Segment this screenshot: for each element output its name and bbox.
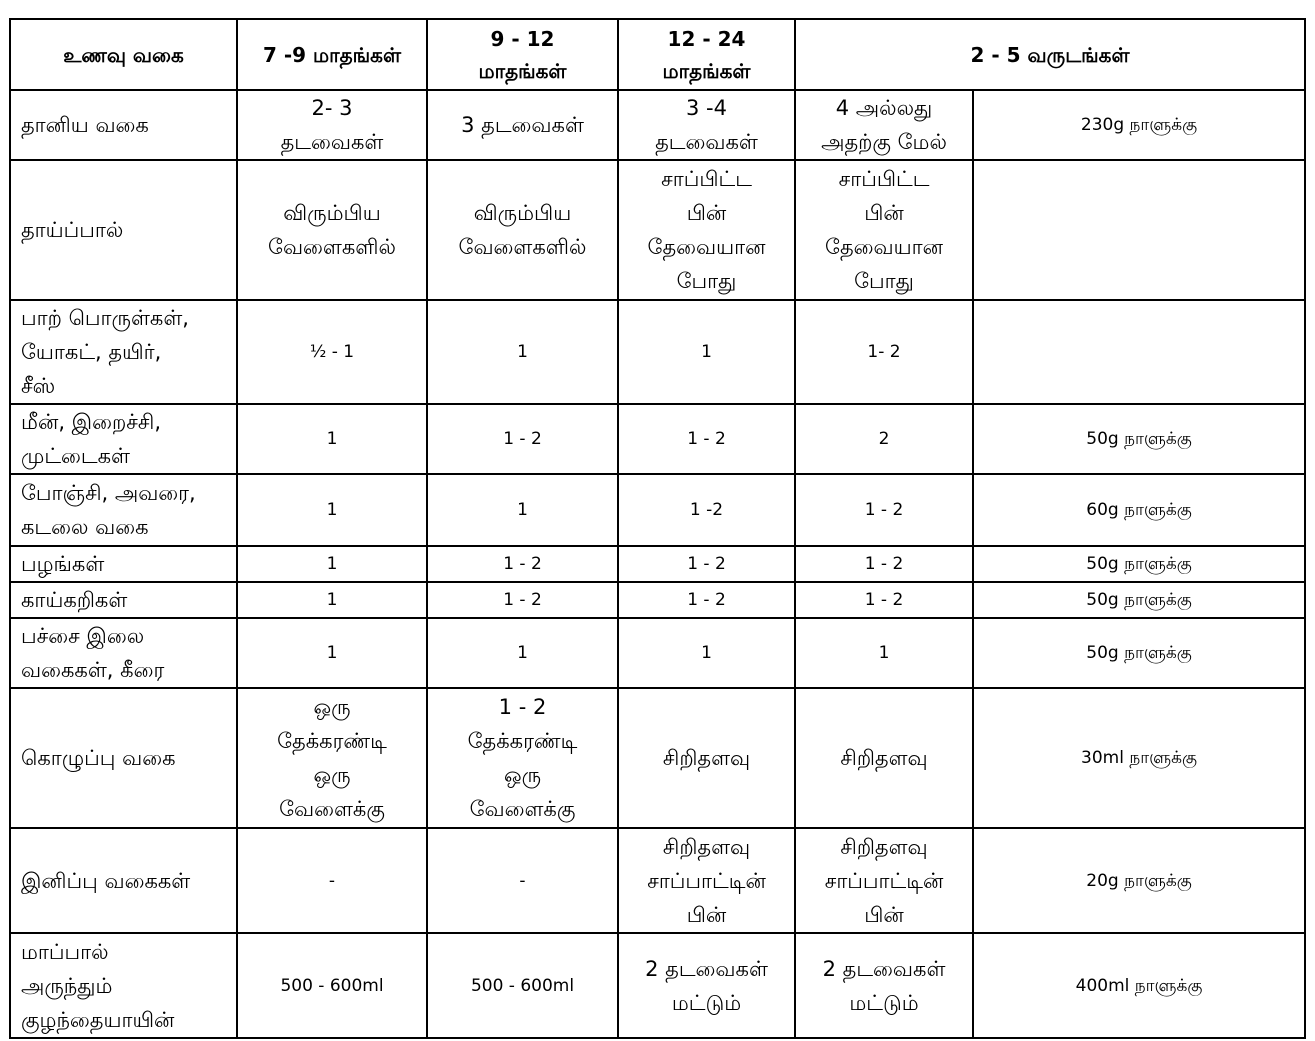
table-cell: 1: [795, 618, 973, 688]
table-cell: 1 - 2: [795, 546, 973, 582]
header-7-9-months: 7 -9 மாதங்கள்: [237, 19, 427, 90]
table-cell: சிறிதளவு சாப்பாட்டின் பின்: [795, 828, 973, 933]
table-cell: சாப்பிட்ட பின் தேவையான போது: [618, 160, 795, 300]
header-9-12-months: 9 - 12 மாதங்கள்: [427, 19, 618, 90]
table-cell: 1: [427, 618, 618, 688]
table-cell: 1: [427, 474, 618, 546]
table-cell: 60g நாளுக்கு: [973, 474, 1305, 546]
table-cell: 2 தடவைகள் மட்டும்: [795, 933, 973, 1038]
table-cell: 500 - 600ml: [237, 933, 427, 1038]
table-cell: 50g நாளுக்கு: [973, 618, 1305, 688]
table-cell: சாப்பிட்ட பின் தேவையான போது: [795, 160, 973, 300]
table-cell: 1: [237, 404, 427, 474]
table-cell: 3 தடவைகள்: [427, 90, 618, 160]
table-row: [10, 300, 1305, 404]
table-cell: [973, 300, 1305, 404]
table-cell: 230g நாளுக்கு: [973, 90, 1305, 160]
table-cell: 1: [618, 618, 795, 688]
table-cell: 50g நாளுக்கு: [973, 546, 1305, 582]
table-cell: 1 - 2 தேக்கரண்டி ஒரு வேளைக்கு: [427, 688, 618, 828]
table-row: [10, 933, 1305, 1038]
table-cell: 1: [237, 474, 427, 546]
table-cell: 1: [237, 546, 427, 582]
row-label: தானிய வகை: [10, 90, 237, 160]
table-cell: ஒரு தேக்கரண்டி ஒரு வேளைக்கு: [237, 688, 427, 828]
table-row: [10, 828, 1305, 933]
table-cell: விரும்பிய வேளைகளில்: [237, 160, 427, 300]
table-cell: 3 -4 தடவைகள்: [618, 90, 795, 160]
header-row: [10, 19, 1305, 90]
table-cell: 1: [618, 300, 795, 404]
table-cell: 1 -2: [618, 474, 795, 546]
table-cell: விரும்பிய வேளைகளில்: [427, 160, 618, 300]
row-label: போஞ்சி, அவரை, கடலை வகை: [10, 474, 237, 546]
table-cell: 4 அல்லது அதற்கு மேல்: [795, 90, 973, 160]
table-cell: -: [427, 828, 618, 933]
table-cell: [973, 160, 1305, 300]
table-row: [10, 90, 1305, 160]
table-cell: 1 - 2: [618, 582, 795, 618]
table-cell: 2- 3 தடவைகள்: [237, 90, 427, 160]
row-label: இனிப்பு வகைகள்: [10, 828, 237, 933]
table-cell: 1- 2: [795, 300, 973, 404]
header-2-5-years: 2 - 5 வருடங்கள்: [795, 19, 1305, 90]
row-label: தாய்ப்பால்: [10, 160, 237, 300]
header-12-24-months: 12 - 24 மாதங்கள்: [618, 19, 795, 90]
table-row: [10, 546, 1305, 582]
table-row: [10, 474, 1305, 546]
row-label: கொழுப்பு வகை: [10, 688, 237, 828]
table-cell: -: [237, 828, 427, 933]
table-cell: 400ml நாளுக்கு: [973, 933, 1305, 1038]
table-cell: 20g நாளுக்கு: [973, 828, 1305, 933]
table-cell: 1: [427, 300, 618, 404]
table-cell: 1: [237, 582, 427, 618]
table-cell: 1: [237, 618, 427, 688]
table-cell: 1 - 2: [427, 582, 618, 618]
row-label: பாற் பொருள்கள், யோகட், தயிர், சீஸ்: [10, 300, 237, 404]
table-cell: 50g நாளுக்கு: [973, 582, 1305, 618]
table-row: [10, 618, 1305, 688]
table-row: [10, 404, 1305, 474]
header-food-type: உணவு வகை: [10, 19, 237, 90]
table-cell: சிறிதளவு: [618, 688, 795, 828]
table-cell: ½ - 1: [237, 300, 427, 404]
table-row: [10, 688, 1305, 828]
row-label: காய்கறிகள்: [10, 582, 237, 618]
table-cell: 1 - 2: [795, 474, 973, 546]
table-cell: சிறிதளவு சாப்பாட்டின் பின்: [618, 828, 795, 933]
table-cell: 500 - 600ml: [427, 933, 618, 1038]
table-cell: 1 - 2: [618, 404, 795, 474]
table-cell: 1 - 2: [618, 546, 795, 582]
food-guide-table: [9, 18, 1306, 1039]
table-cell: 1 - 2: [795, 582, 973, 618]
table-cell: 50g நாளுக்கு: [973, 404, 1305, 474]
table-row: [10, 160, 1305, 300]
table-row: [10, 582, 1305, 618]
table-cell: 2 தடவைகள் மட்டும்: [618, 933, 795, 1038]
row-label: பச்சை இலை வகைகள், கீரை: [10, 618, 237, 688]
table-cell: சிறிதளவு: [795, 688, 973, 828]
table-cell: 2: [795, 404, 973, 474]
row-label: மாப்பால் அருந்தும் குழந்தையாயின்: [10, 933, 237, 1038]
table-cell: 1 - 2: [427, 404, 618, 474]
table-cell: 30ml நாளுக்கு: [973, 688, 1305, 828]
row-label: பழங்கள்: [10, 546, 237, 582]
table-cell: 1 - 2: [427, 546, 618, 582]
row-label: மீன், இறைச்சி, முட்டைகள்: [10, 404, 237, 474]
